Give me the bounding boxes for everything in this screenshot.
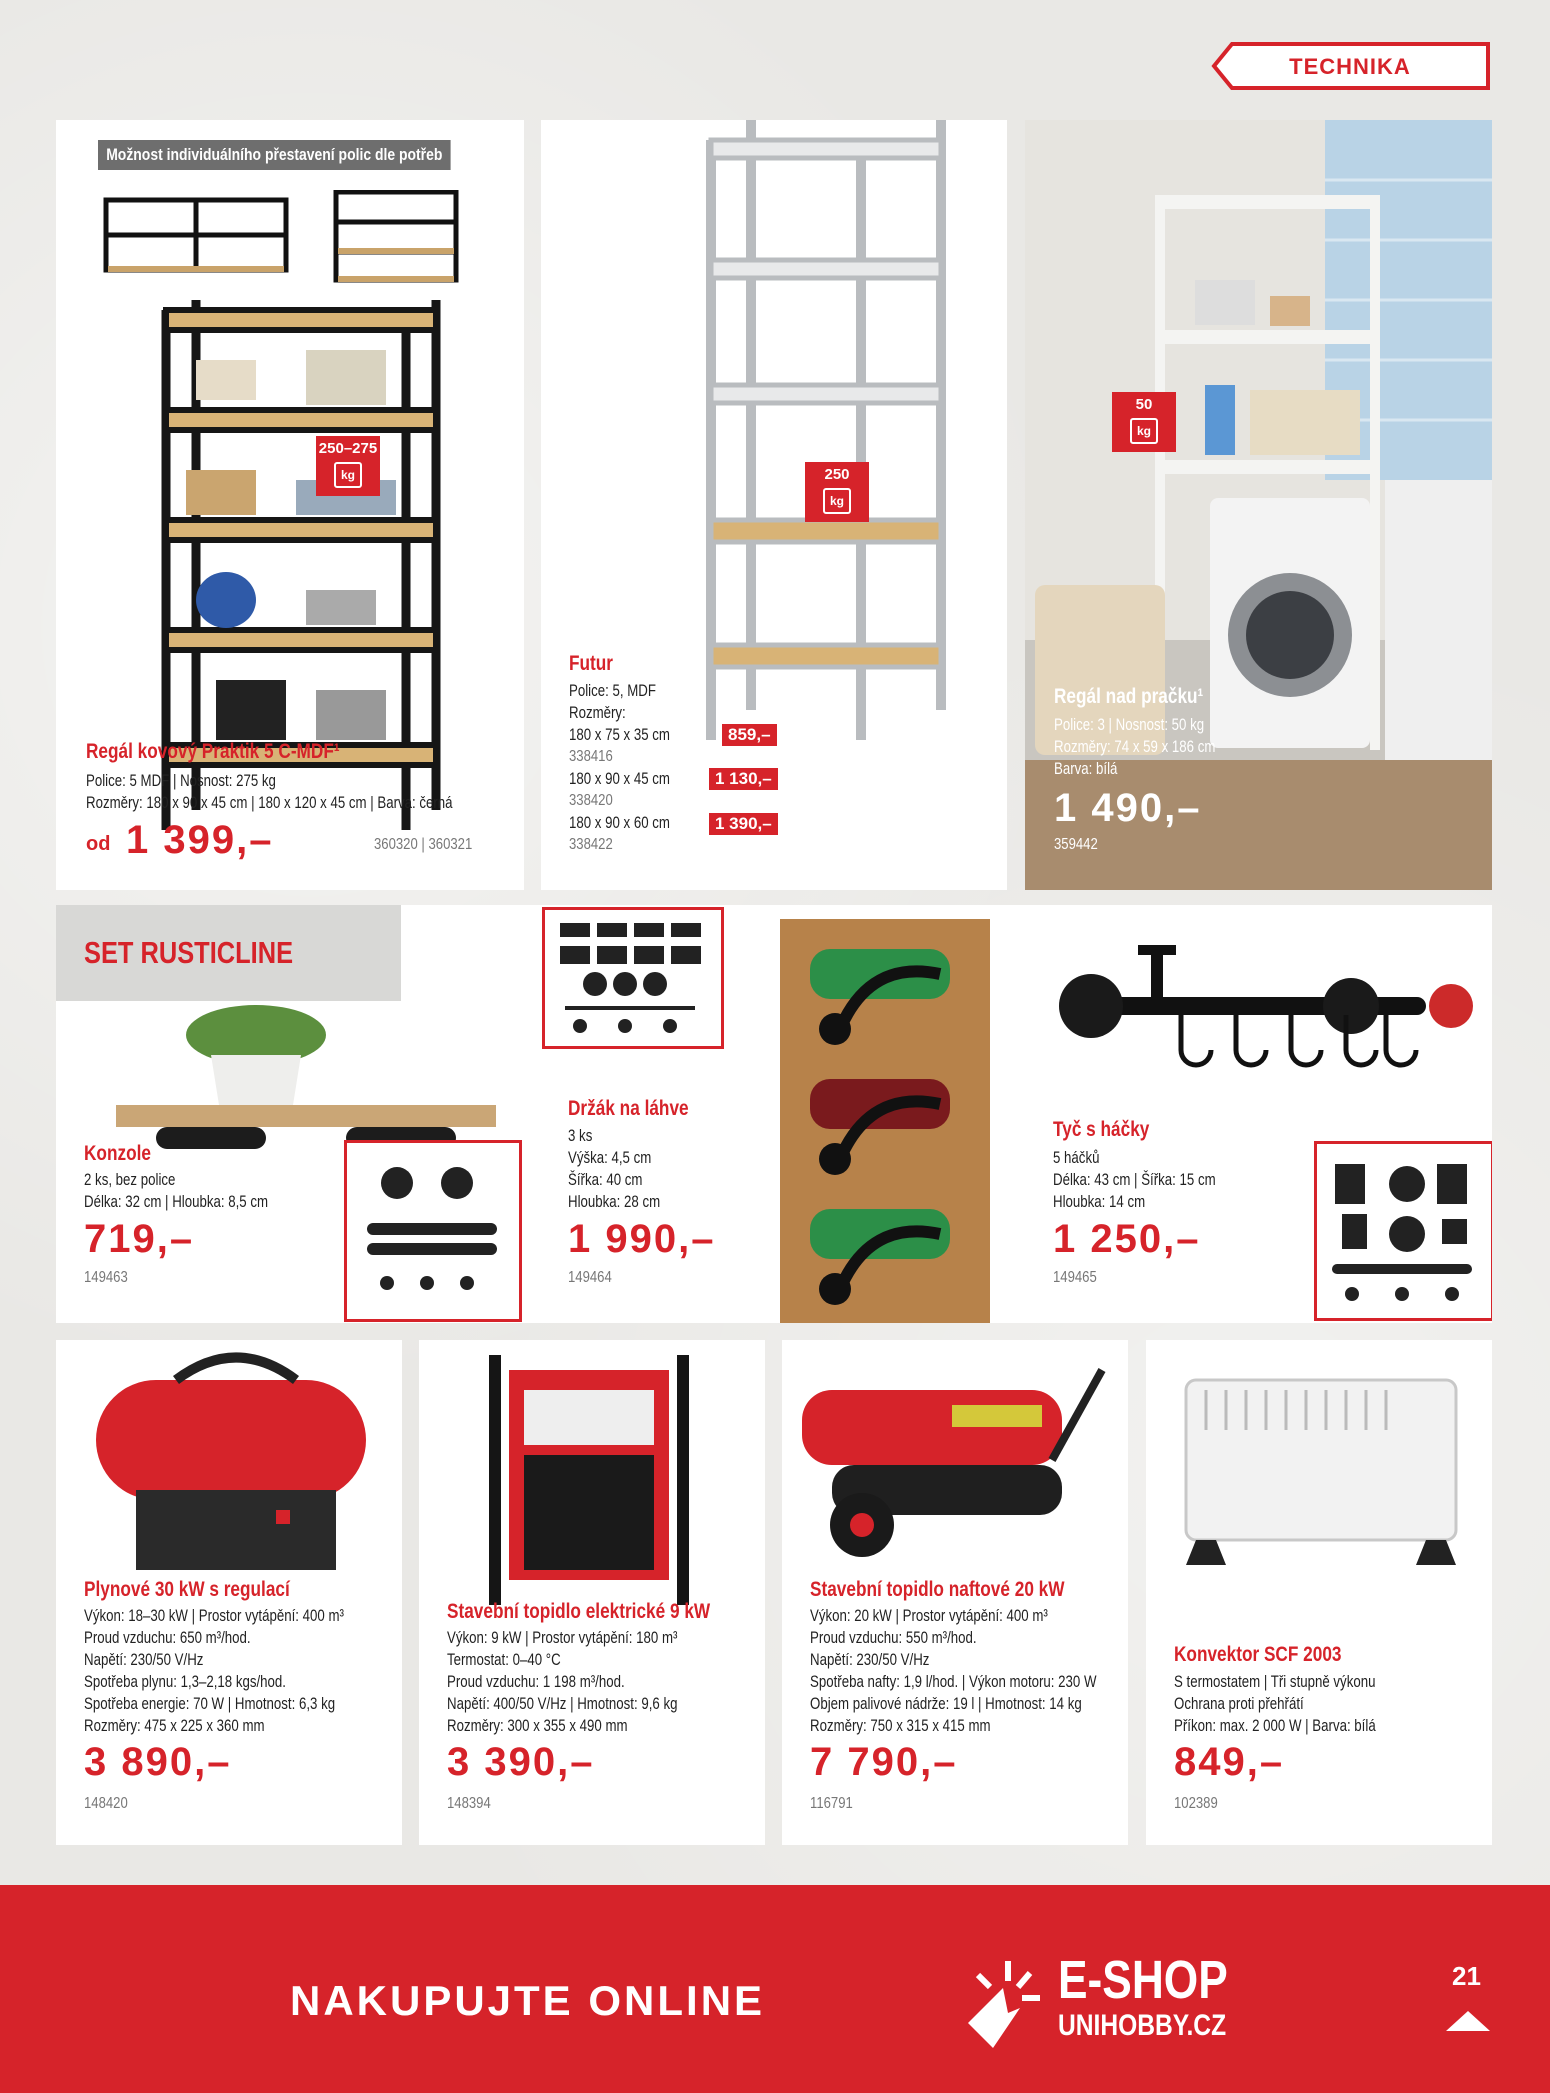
product-title: Futur	[569, 652, 613, 675]
product-card-diesel-heater[interactable]	[782, 1340, 1128, 1845]
variant-price: 859,–	[722, 724, 777, 746]
variant-code: 338416	[569, 748, 613, 765]
product-spec: Rozměry: 475 x 225 x 360 mm	[84, 1716, 265, 1735]
set-title: SET RUSTICLINE	[84, 935, 294, 970]
product-spec: 5 háčků	[1053, 1148, 1100, 1167]
parts-icon	[1327, 1154, 1481, 1308]
product-code: 149464	[568, 1269, 612, 1286]
product-spec: Objem palivové nádrže: 19 l | Hmotnost: 14 kg	[810, 1694, 1082, 1713]
product-code: 148394	[447, 1795, 491, 1812]
product-spec: Barva: bílá	[1054, 759, 1118, 778]
product-code: 116791	[810, 1795, 853, 1812]
parts-icon	[357, 1153, 507, 1303]
product-spec: Proud vzduchu: 1 198 m³/hod.	[447, 1672, 625, 1691]
load-capacity-badge: 250–275 kg	[316, 436, 380, 496]
product-spec: Hloubka: 14 cm	[1053, 1192, 1146, 1211]
product-spec: Napětí: 230/50 V/Hz	[84, 1650, 204, 1669]
product-title: Stavební topidlo elektrické 9 kW	[447, 1600, 711, 1623]
shelf-variants-illustration	[96, 190, 496, 290]
product-code: 359442	[1054, 836, 1098, 853]
product-price: 1 250,–	[1053, 1217, 1201, 1261]
product-spec: Šířka: 40 cm	[568, 1170, 643, 1189]
product-card-washer-shelf[interactable]	[1025, 120, 1492, 890]
product-title: Regál nad pračku¹	[1054, 685, 1204, 708]
product-price: 3 390,–	[447, 1740, 595, 1784]
product-spec: Příkon: max. 2 000 W | Barva: bílá	[1174, 1716, 1376, 1735]
section-title: TECHNIKA	[1289, 54, 1411, 79]
product-spec: Police: 5 MDF | Nosnost: 275 kg	[86, 771, 276, 790]
drzak-parts-inset	[542, 907, 724, 1049]
price-prefix: od	[86, 833, 111, 855]
product-spec: Rozměry:	[569, 703, 626, 722]
product-card-futur[interactable]	[541, 120, 1007, 890]
product-spec: Rozměry: 180 x 90 x 45 cm | 180 x 120 x 45 cm | Barva: černá	[86, 793, 453, 812]
product-spec: Napětí: 400/50 V/Hz | Hmotnost: 9,6 kg	[447, 1694, 678, 1713]
product-code: 149463	[84, 1269, 128, 1286]
konzole-image	[116, 995, 516, 1155]
variant-price: 1 130,–	[709, 768, 778, 790]
product-spec: Spotřeba plynu: 1,3–2,18 kgs/hod.	[84, 1672, 286, 1691]
product-card-gas-heater[interactable]	[56, 1340, 402, 1845]
product-title: Konvektor SCF 2003	[1174, 1643, 1342, 1666]
product-spec: Hloubka: 28 cm	[568, 1192, 661, 1211]
product-spec: Výkon: 9 kW | Prostor vytápění: 180 m³	[447, 1628, 678, 1647]
product-spec: Police: 3 | Nosnost: 50 kg	[1054, 715, 1205, 734]
variant-code: 338420	[569, 792, 613, 809]
load-capacity-badge: 50 kg	[1112, 392, 1176, 452]
product-card-praktik[interactable]	[56, 120, 524, 890]
product-spec: 2 ks, bez police	[84, 1170, 176, 1189]
variant-price: 1 390,–	[709, 813, 778, 835]
footer-band	[0, 1885, 1550, 2093]
product-spec: Proud vzduchu: 650 m³/hod.	[84, 1628, 251, 1647]
product-spec: Police: 5, MDF	[569, 681, 656, 700]
product-spec: Ochrana proti přehřátí	[1174, 1694, 1304, 1713]
product-spec: Spotřeba energie: 70 W | Hmotnost: 6,3 kg	[84, 1694, 336, 1713]
product-price: 1 399,–	[126, 818, 274, 862]
gas-heater-image	[76, 1340, 396, 1590]
product-spec: Rozměry: 750 x 315 x 415 mm	[810, 1716, 991, 1735]
product-spec: Rozměry: 74 x 59 x 186 cm	[1054, 737, 1216, 756]
product-price: 849,–	[1174, 1740, 1285, 1784]
weight-icon: kg	[1130, 418, 1158, 444]
product-spec: Termostat: 0–40 °C	[447, 1650, 561, 1669]
product-spec: Délka: 32 cm | Hloubka: 8,5 cm	[84, 1192, 269, 1211]
product-spec: Výkon: 20 kW | Prostor vytápění: 400 m³	[810, 1606, 1048, 1625]
weight-icon: kg	[334, 462, 362, 488]
praktik-shelf-image	[156, 290, 476, 850]
product-card-convector[interactable]	[1146, 1340, 1492, 1845]
page-number: 21	[1452, 1961, 1481, 1991]
product-price: 1 990,–	[568, 1217, 716, 1261]
product-title: Tyč s háčky	[1053, 1118, 1150, 1141]
variant-size: 180 x 75 x 35 cm	[569, 725, 670, 744]
product-price: 7 790,–	[810, 1740, 958, 1784]
product-spec: S termostatem | Tři stupně výkonu	[1174, 1672, 1376, 1691]
product-spec: Výkon: 18–30 kW | Prostor vytápění: 400 m³	[84, 1606, 344, 1625]
scroll-up-icon[interactable]	[1444, 2007, 1492, 2035]
product-spec: Délka: 43 cm | Šířka: 15 cm	[1053, 1170, 1216, 1189]
product-code: 148420	[84, 1795, 128, 1812]
product-spec: Proud vzduchu: 550 m³/hod.	[810, 1628, 977, 1647]
product-spec: Rozměry: 300 x 355 x 490 mm	[447, 1716, 628, 1735]
product-title: Stavební topidlo naftové 20 kW	[810, 1578, 1065, 1601]
diesel-heater-image	[792, 1350, 1112, 1590]
electric-heater-image	[479, 1350, 709, 1620]
cursor-click-icon	[948, 1953, 1048, 2053]
convector-image	[1176, 1360, 1476, 1580]
product-card-electric-heater[interactable]	[419, 1340, 765, 1845]
tyc-parts-inset	[1314, 1141, 1492, 1321]
footer-slogan: NAKUPUJTE ONLINE	[290, 1977, 766, 2024]
product-spec: 3 ks	[568, 1126, 593, 1145]
product-title: Konzole	[84, 1142, 151, 1165]
product-title: Regál kovový Praktik 5 C-MDF¹	[86, 740, 340, 763]
eshop-link[interactable]	[948, 1945, 1278, 2055]
konzole-parts-inset	[344, 1140, 522, 1322]
product-spec: Výška: 4,5 cm	[568, 1148, 652, 1167]
section-tab[interactable]	[1210, 42, 1490, 90]
adjustable-shelves-banner: Možnost individuálního přestavení polic dle potřeb	[98, 140, 451, 170]
product-spec: Spotřeba nafty: 1,9 l/hod. | Výkon motoru: 230 W	[810, 1672, 1097, 1691]
bottle-holder-image	[780, 919, 1000, 1323]
load-capacity-badge: 250 kg	[805, 462, 869, 522]
product-spec: Napětí: 230/50 V/Hz	[810, 1650, 930, 1669]
product-code: 360320 | 360321	[374, 836, 473, 853]
eshop-title: E-SHOP	[1058, 1950, 1228, 2010]
variant-size: 180 x 90 x 60 cm	[569, 813, 670, 832]
futur-shelf-image	[691, 120, 961, 750]
product-price: 1 490,–	[1054, 786, 1202, 830]
product-code: 149465	[1053, 1269, 1097, 1286]
product-price: 3 890,–	[84, 1740, 232, 1784]
product-title: Držák na láhve	[568, 1097, 689, 1120]
product-price: 719,–	[84, 1217, 195, 1261]
eshop-domain: UNIHOBBY.CZ	[1058, 2009, 1227, 2042]
product-title: Plynové 30 kW s regulací	[84, 1578, 290, 1601]
variant-size: 180 x 90 x 45 cm	[569, 769, 670, 788]
weight-icon: kg	[823, 488, 851, 514]
rusticline-panel	[56, 905, 1492, 1323]
variant-code: 338422	[569, 836, 613, 853]
hook-rail-image	[1046, 945, 1486, 1105]
product-code: 102389	[1174, 1795, 1218, 1812]
parts-icon	[555, 918, 711, 1038]
